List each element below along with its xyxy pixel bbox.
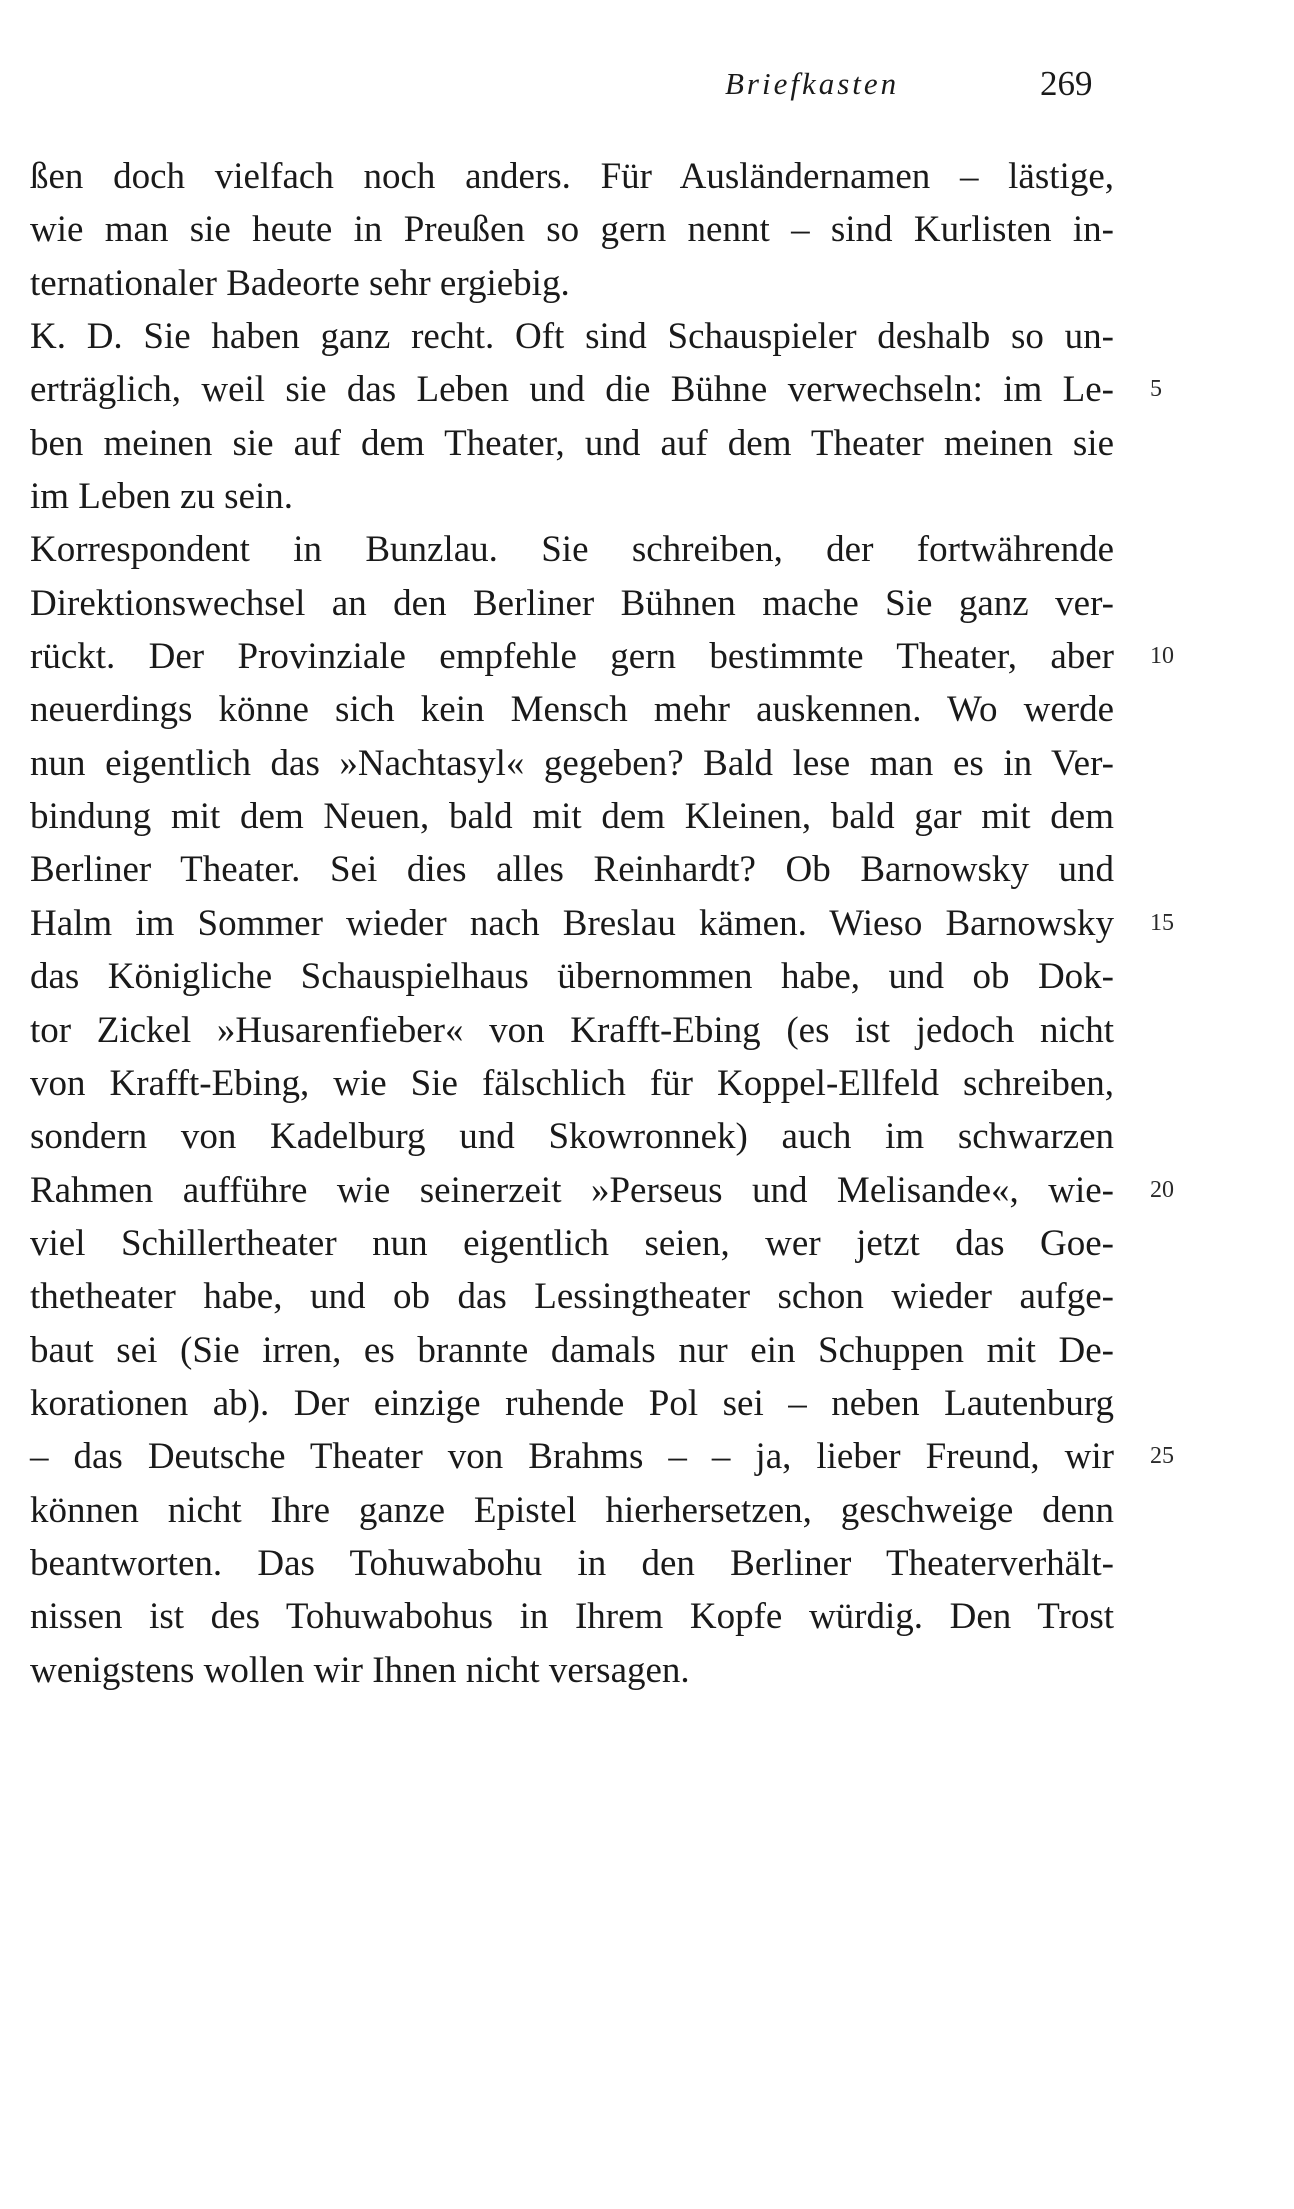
text-line xyxy=(30,1004,1114,1057)
text-line-content: nun eigentlich das »Nachtasyl« gegeben? Bald lese man es in Ver- xyxy=(30,742,1114,784)
text-line-content: thetheater habe, und ob das Lessingtheater schon wieder aufge- xyxy=(30,1276,1114,1318)
text-line xyxy=(30,1430,1174,1483)
text-line xyxy=(30,203,1114,256)
text-line-content: K. D. Sie haben ganz recht. Oft sind Schauspieler deshalb so un- xyxy=(30,316,1114,358)
text-line xyxy=(30,1590,1114,1643)
text-line-content: ben meinen sie auf dem Theater, und auf dem Theater meinen sie xyxy=(30,422,1114,464)
text-line xyxy=(30,417,1114,470)
text-line xyxy=(30,843,1114,896)
text-line-content: beantworten. Das Tohuwabohu in den Berliner Theaterverhält- xyxy=(30,1542,1114,1584)
text-line-content: bindung mit dem Neuen, bald mit dem Kleinen, bald gar mit dem xyxy=(30,796,1114,838)
text-line xyxy=(30,1110,1114,1163)
text-line xyxy=(30,1484,1114,1537)
text-line-content: Rahmen aufführe wie seinerzeit »Perseus und Melisande«, wie- xyxy=(30,1169,1114,1211)
text-line xyxy=(30,1057,1114,1110)
text-line-content: wie man sie heute in Preußen so gern nennt – sind Kurlisten in- xyxy=(30,209,1114,251)
text-line xyxy=(30,1217,1114,1270)
line-number: 15 xyxy=(1150,909,1174,936)
text-line-content: erträglich, weil sie das Leben und die Bühne verwechseln: im Le- xyxy=(30,369,1114,411)
text-line xyxy=(30,470,1114,523)
text-line-content: Halm im Sommer wieder nach Breslau kämen. Wieso Barnowsky xyxy=(30,902,1114,944)
text-line-content: Direktionswechsel an den Berliner Bühnen mache Sie ganz ver- xyxy=(30,582,1114,624)
line-number: 25 xyxy=(1150,1443,1174,1470)
text-line-content: Berliner Theater. Sei dies alles Reinhardt? Ob Barnowsky und xyxy=(30,849,1114,891)
text-line-content: rückt. Der Provinziale empfehle gern bestimmte Theater, aber xyxy=(30,636,1114,678)
text-line-content: wenigstens wollen wir Ihnen nicht versagen. xyxy=(30,1649,690,1691)
running-head-title: Briefkasten xyxy=(725,66,900,101)
text-line-content: baut sei (Sie irren, es brannte damals nur ein Schuppen mit De- xyxy=(30,1329,1114,1371)
text-line xyxy=(30,257,1114,310)
text-line-content: korationen ab). Der einzige ruhende Pol sei – neben Lautenburg xyxy=(30,1382,1114,1424)
line-number: 5 xyxy=(1150,376,1162,403)
text-line xyxy=(30,1270,1114,1323)
text-line-content: ßen doch vielfach noch anders. Für Ausländernamen – lästige, xyxy=(30,156,1114,197)
text-line-content: sondern von Kadelburg und Skowronnek) auch im schwarzen xyxy=(30,1116,1114,1158)
text-line xyxy=(30,363,1162,416)
text-line xyxy=(30,1644,1114,1697)
text-line xyxy=(30,577,1114,630)
text-line xyxy=(30,1537,1114,1590)
text-line-content: von Krafft-Ebing, wie Sie fälschlich für Koppel-Ellfeld schreiben, xyxy=(30,1062,1114,1104)
text-line-content: neuerdings könne sich kein Mensch mehr auskennen. Wo werde xyxy=(30,689,1114,731)
text-line xyxy=(30,897,1174,950)
text-line xyxy=(30,1377,1114,1430)
text-line xyxy=(30,630,1174,683)
text-line xyxy=(30,1324,1114,1377)
text-line xyxy=(30,790,1114,843)
text-line xyxy=(30,737,1114,790)
text-line-content: das Königliche Schauspielhaus übernommen habe, und ob Dok- xyxy=(30,956,1114,998)
text-line xyxy=(30,683,1114,736)
body-text xyxy=(30,150,1174,1697)
text-line-content: ternationaler Badeorte sehr ergiebig. xyxy=(30,262,570,304)
text-line-content: tor Zickel »Husarenfieber« von Krafft-Ebing (es ist jedoch nicht xyxy=(30,1009,1114,1051)
text-line-content: Korrespondent in Bunzlau. Sie schreiben, der fortwährende xyxy=(30,529,1114,571)
page-number: 269 xyxy=(1040,64,1093,103)
text-line-content: viel Schillertheater nun eigentlich seien, wer jetzt das Goe- xyxy=(30,1222,1114,1264)
text-line xyxy=(30,150,1114,203)
text-line-content: nissen ist des Tohuwabohus in Ihrem Kopfe würdig. Den Trost xyxy=(30,1596,1114,1638)
text-line-content: können nicht Ihre ganze Epistel hierhersetzen, geschweige denn xyxy=(30,1489,1114,1531)
text-line xyxy=(30,310,1114,363)
running-head xyxy=(0,62,1294,106)
line-number: 20 xyxy=(1150,1176,1174,1203)
text-line-content: – das Deutsche Theater von Brahms – – ja, lieber Freund, wir xyxy=(30,1436,1114,1478)
text-line xyxy=(30,950,1114,1003)
text-line-content: im Leben zu sein. xyxy=(30,476,294,518)
text-line xyxy=(30,1164,1174,1217)
text-line xyxy=(30,523,1114,576)
line-number: 10 xyxy=(1150,643,1174,670)
